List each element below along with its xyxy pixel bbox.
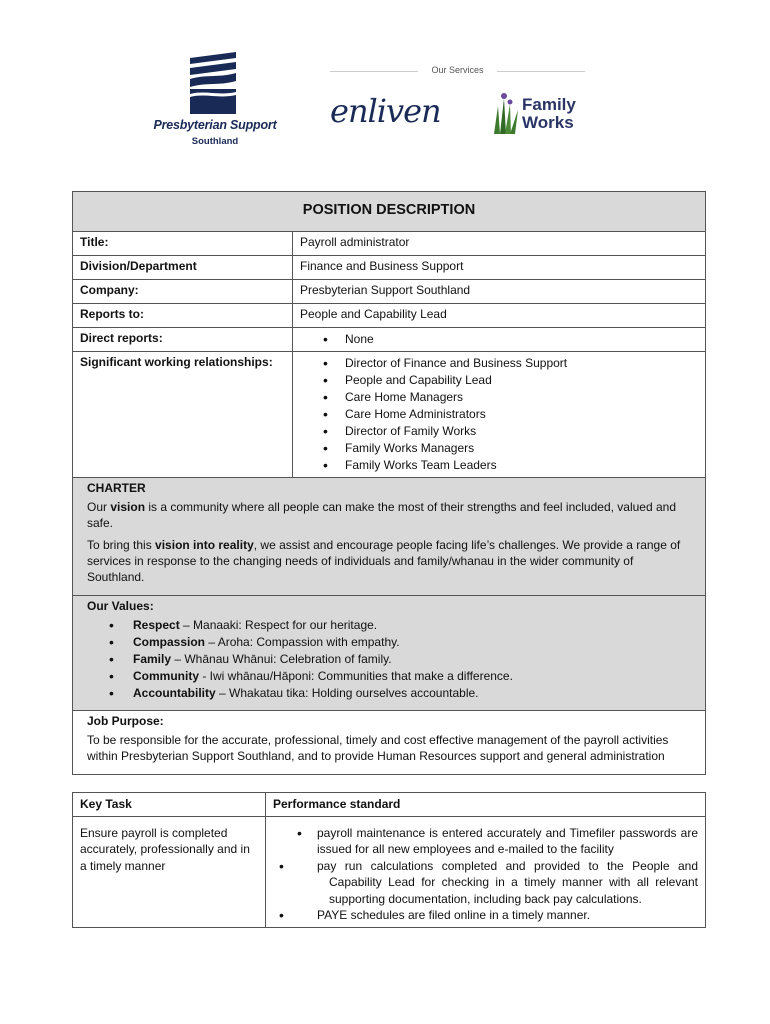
table-header-row [73, 793, 706, 817]
presbyterian-support-logo [140, 50, 290, 150]
document-title: POSITION DESCRIPTION [73, 192, 706, 232]
list-item: • Care Home Administrators [345, 406, 698, 423]
field-value: People and Capability Lead [293, 304, 706, 328]
field-label: Division/Department [73, 256, 293, 280]
field-value: Presbyterian Support Southland [293, 280, 706, 304]
list-item: • Director of Finance and Business Support [345, 355, 698, 372]
purpose-title: Job Purpose: [87, 714, 164, 728]
charter-row [73, 478, 706, 596]
purpose-row [73, 711, 706, 775]
values-section [73, 596, 706, 711]
value-item: • Compassion – Aroha: Compassion with empathy. [133, 634, 691, 651]
value-item: • Community - Iwi whānau/Hāponi: Communities that make a difference. [133, 668, 691, 685]
charter-vision-paragraph: Our vision is a community where all people can make the most of their strengths and feel included, valued and safe. [87, 500, 676, 530]
field-row [73, 280, 706, 304]
values-list [87, 617, 691, 702]
purpose-section [73, 711, 706, 775]
values-row [73, 596, 706, 711]
relationships-label: Significant working relationships: [73, 352, 293, 478]
ps-emblem-icon [188, 50, 238, 115]
table-row [73, 816, 706, 927]
charter-title: CHARTER [87, 481, 146, 495]
list-item: • Director of Family Works [345, 423, 698, 440]
charter-section [73, 478, 706, 596]
field-row [73, 304, 706, 328]
services-text: Our Services [431, 65, 484, 75]
field-label: Title: [73, 232, 293, 256]
values-title: Our Values: [87, 599, 154, 613]
our-services-label [330, 64, 585, 78]
key-task-header: Key Task [73, 793, 266, 817]
field-row [73, 256, 706, 280]
list-item: • None [345, 331, 698, 348]
list-item: • People and Capability Lead [345, 372, 698, 389]
key-task-cell: Ensure payroll is completed accurately, professionally and in a timely manner [73, 816, 266, 927]
list-item: • payroll maintenance is entered accurately and Timefiler passwords are issued for all new employees and e-mailed to the facility [317, 825, 698, 858]
list-item: • Care Home Managers [345, 389, 698, 406]
field-row [73, 232, 706, 256]
purpose-text: To be responsible for the accurate, professional, timely and cost effective management of the payroll activities within Presbyterian Support Southland, and to provide Human Resources support and general administration [87, 733, 669, 763]
key-task-table [72, 792, 706, 928]
field-label: Company: [73, 280, 293, 304]
fw-line1: Family [522, 95, 576, 114]
value-item: • Accountability – Whakatau tika: Holding ourselves accountable. [133, 685, 691, 702]
fw-line2: Works [522, 113, 574, 132]
performance-header: Performance standard [266, 793, 706, 817]
list-item: • PAYE schedules are filed online in a timely manner. [317, 907, 698, 924]
position-description-table [72, 191, 706, 775]
direct-reports-list [300, 331, 698, 348]
performance-list [273, 825, 698, 924]
ps-logo-region: Southland [191, 136, 239, 147]
field-value: Payroll administrator [293, 232, 706, 256]
direct-reports-label: Direct reports: [73, 328, 293, 352]
field-label: Reports to: [73, 304, 293, 328]
direct-reports-row [73, 328, 706, 352]
list-item: • Family Works Managers [345, 440, 698, 457]
value-item: • Family – Whānau Whānui: Celebration of family. [133, 651, 691, 668]
relationships-row [73, 352, 706, 478]
list-item: • Family Works Team Leaders [345, 457, 698, 474]
field-value: Finance and Business Support [293, 256, 706, 280]
list-item: • pay run calculations completed and provided to the People and Capability Lead for checking in a timely manner with all relevant supporting documentation, including back pay calculations. [317, 858, 698, 908]
family-works-logo [490, 88, 585, 136]
grass-icon [490, 88, 522, 134]
value-item: • Respect – Manaaki: Respect for our heritage. [133, 617, 691, 634]
ps-logo-name: Presbyterian Support [153, 118, 277, 132]
relationships-list [300, 355, 698, 474]
charter-mission-paragraph: To bring this vision into reality, we assist and encourage people facing life’s challenges. We provide a range of services in response to the changing needs of individuals and family/whanau in the wider community of Southland. [87, 538, 681, 584]
enliven-logo: enliven [330, 92, 441, 130]
